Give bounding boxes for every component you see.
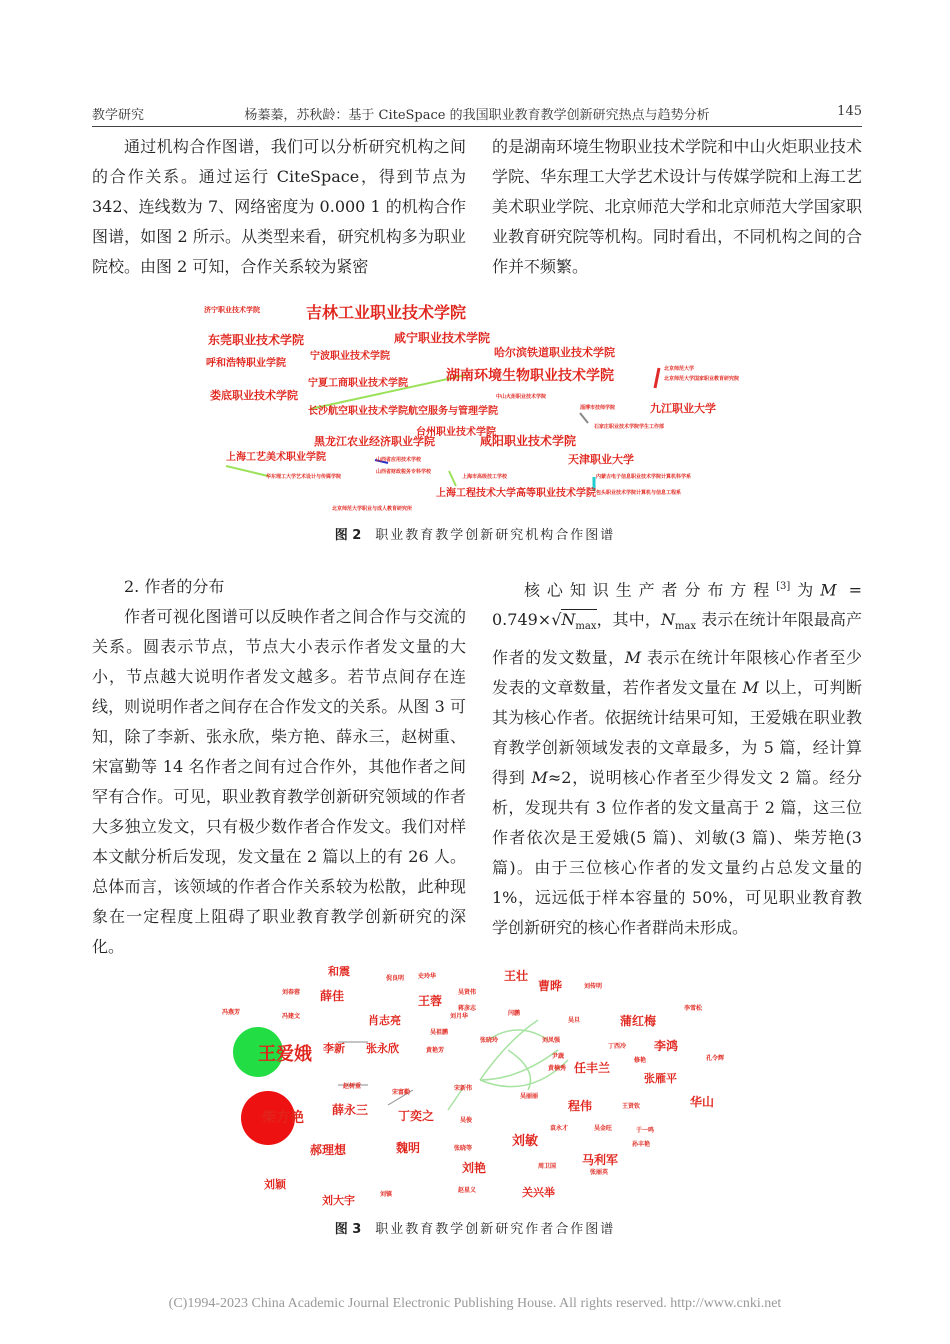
author-label: 魏明 xyxy=(396,1141,421,1155)
institution-label: 北京师范大学国家职业教育研究院 xyxy=(664,376,740,382)
author-label: 肖志亮 xyxy=(368,1014,401,1027)
institution-network-graph xyxy=(196,296,752,514)
author-label: 王蓉 xyxy=(418,994,443,1008)
institution-label: 中山火炬职业技术学院 xyxy=(496,394,547,400)
author-label: 宋富勤 xyxy=(392,1089,411,1096)
author-label: 曹晔 xyxy=(538,979,563,993)
author-label: 冯燕芳 xyxy=(222,1009,241,1016)
author-label: 李鸿 xyxy=(654,1039,679,1053)
text-run: 表示在统计年限核心作者至少发表的文章数量，若作者发文量在 xyxy=(492,647,862,697)
institution-label: 呼和浩特职业学院 xyxy=(206,358,286,369)
paragraph: 的是湖南环境生物职业技术学院和中山火炬职业技术学院、华东理工大学艺术设计与传媒学院和上海工艺美术职业学院、北京师范大学和北京师范大学国家职业教育研究院等机构。同时看出，不同机构之间的合作并不频繁。 xyxy=(492,137,862,276)
author-label: 张晓等 xyxy=(454,1145,473,1152)
section-2-left-column xyxy=(92,572,466,962)
author-label: 张永欣 xyxy=(366,1042,399,1055)
figure-3-title: 职业教育教学创新研究作者合作图谱 xyxy=(375,1222,616,1237)
author-label: 蒲红梅 xyxy=(620,1014,657,1028)
author-label: 王贤钦 xyxy=(622,1103,641,1110)
author-label: 吴贤伟 xyxy=(458,989,477,996)
author-label: 华山 xyxy=(690,1095,715,1109)
institution-label: 长沙航空职业技术学院航空服务与管理学院 xyxy=(308,406,498,417)
author-label: 马利军 xyxy=(582,1153,619,1167)
author-label: 刘敏 xyxy=(512,1134,539,1149)
author-label: 和震 xyxy=(328,965,350,978)
author-label: 刘月华 xyxy=(450,1013,469,1020)
author-label: 李雪松 xyxy=(684,1005,703,1012)
author-label: 闫鹏 xyxy=(508,1010,521,1017)
institution-label: 包头职业技术学院计算机与信息工程系 xyxy=(596,490,682,496)
author-label: 薛永三 xyxy=(332,1103,369,1117)
institution-label: 山西省财政税务专科学校 xyxy=(376,469,432,475)
author-label: 刘传明 xyxy=(584,983,603,990)
author-label: 黄楠秀 xyxy=(548,1065,567,1072)
author-label: 王壮 xyxy=(504,969,529,983)
math-symbol: M xyxy=(820,580,837,600)
author-label: 宋新伟 xyxy=(454,1085,473,1092)
text-run: ，说明核心作者至少得发文 2 篇。经分析，发现共有 3 位作者的发文量高于 2 篇，这三位作者依次是王爱娥(5 篇)、刘敏(3 篇)、柴芳艳(3 篇)。由于三位核心作者的发文量约占总发文量的 1%，远远低于样本容量的 50%，可见职业教育教学创新研究的核心作者群尚未形成。 xyxy=(492,767,862,937)
institution-label: 上海工程技术大学高等职业技术学院 xyxy=(436,488,596,499)
author-label: 史玲华 xyxy=(418,973,437,980)
institution-label: 湖南环境生物职业技术学院 xyxy=(446,368,614,384)
institution-label: 济宁职业技术学院 xyxy=(204,306,260,314)
math-symbol: N xyxy=(660,610,675,630)
institution-label: 上海工艺美术职业学院 xyxy=(226,452,326,463)
edge xyxy=(226,466,268,476)
figure-2-network xyxy=(196,296,752,514)
figure-2-title: 职业教育教学创新研究机构合作图谱 xyxy=(375,528,616,543)
author-label: 孙丰艳 xyxy=(632,1141,651,1148)
institution-label: 上海市高级技工学校 xyxy=(462,474,508,480)
institution-label: 华东理工大学艺术设计与传媒学院 xyxy=(266,474,342,480)
math-symbol: M xyxy=(742,677,759,697)
institution-label: 吉林工业职业技术学院 xyxy=(306,303,467,322)
figure-3-number: 图 3 xyxy=(334,1222,362,1237)
author-label: 蒋彦志 xyxy=(458,1005,477,1012)
author-label: 柴方艳 xyxy=(262,1110,304,1126)
author-label: 吴祖鹏 xyxy=(430,1029,449,1036)
journal-section: 教学研究 xyxy=(92,108,145,123)
author-label: 孔令辉 xyxy=(706,1055,725,1062)
author-label: 刘艳 xyxy=(462,1161,487,1175)
author-label: 张雁平 xyxy=(644,1072,677,1085)
running-header xyxy=(92,104,862,126)
article-running-title: 杨蓁蓁，苏秋龄：基于 CiteSpace 的我国职业教育教学创新研究热点与趋势分析 xyxy=(244,108,710,123)
edge xyxy=(449,471,456,486)
author-label: 程伟 xyxy=(568,1099,593,1113)
author-label: 吴旦 xyxy=(568,1017,581,1024)
author-label: 赵星义 xyxy=(458,1187,477,1194)
text-run: 以上，可判断其为核心作者。依据统计结果可知，王爱娥在职业教育教学创新领域发表的文章最多，为 5 篇，经计算得到 xyxy=(492,677,862,787)
figure-2-caption xyxy=(0,524,950,543)
paragraph: 通过机构合作图谱，我们可以分析研究机构之间的合作关系。通过运行 CiteSpace，得到节点为 342、连线数为 7、网络密度为 0.000 1 的机构合作图谱，如图 2 所示。从类型来看，研究机构多为职业院校。由图 2 可知，合作关系较为紧密 xyxy=(92,137,466,276)
institution-label: 淄博市技师学院 xyxy=(580,405,616,411)
math-symbol: N xyxy=(561,610,576,630)
author-label: 郝理想 xyxy=(310,1143,347,1157)
citation-ref[interactable]: [3] xyxy=(776,581,791,592)
author-label: 刘大宇 xyxy=(322,1194,355,1207)
text-run: 核心知识生产者分布方程 xyxy=(524,580,777,600)
page-number: 145 xyxy=(837,104,862,119)
author-label: 吴俊 xyxy=(460,1117,473,1124)
institution-label: 北京师范大学 xyxy=(664,366,695,372)
author-network-graph xyxy=(218,960,728,1210)
math-subscript: max xyxy=(674,621,697,633)
author-label: 薛佳 xyxy=(320,989,345,1003)
author-label: 倪良明 xyxy=(386,975,405,982)
author-label: 张丽英 xyxy=(590,1169,609,1176)
figure-2-number: 图 2 xyxy=(334,528,362,543)
text-run: 为 xyxy=(790,580,821,600)
author-label: 袁永才 xyxy=(550,1125,569,1132)
paragraph: 核心知识生产者分布方程[3]为$M = 0.749\times√N_{max}$，其中，$N_{max}$ 表示在统计年限最高产作者的发文数量，M 表示在统计年限核心作者至少发表的文章数量，若作者发文量在 M 以上，可判断其为核心作者。依据统计结果可知，王爱娥在职业教育教学创新领域发表的文章最多，为 5 篇，经计算得到 M≈2，说明核心作者至少得发文 2 篇。经分析，发现共有 3 位作者的发文量高于 2 篇，这三位作者依次是王爱娥(5 篇)、刘敏(3 篇)、柴芳艳(3 篇)。由于三位核心作者的发文量约占总发文量的 1%，远远低于样本容量的 50%，可见职业教育教学创新研究的核心作者群尚未形成。 xyxy=(492,580,862,937)
author-label: 关兴举 xyxy=(522,1186,555,1199)
section-2-right-column xyxy=(492,572,862,943)
author-label: 刘凤强 xyxy=(542,1037,561,1044)
institution-label: 内蒙古电子信息职业技术学院计算机科学系 xyxy=(596,474,692,480)
author-label: 任丰兰 xyxy=(574,1061,611,1075)
math-symbol: M xyxy=(531,767,548,787)
figure-3-caption xyxy=(0,1218,950,1237)
institution-label: 石家庄职业技术学院学生工作部 xyxy=(594,424,665,430)
author-label: 吴丽丽 xyxy=(520,1093,539,1100)
author-label: 王爱娥 xyxy=(258,1044,312,1065)
institution-label: 宁波职业技术学院 xyxy=(310,351,390,362)
institution-label: 台州职业技术学院 xyxy=(416,427,496,438)
author-label: 吴金旺 xyxy=(594,1125,613,1132)
math-symbol: M xyxy=(624,647,642,667)
institution-label: 咸宁职业技术学院 xyxy=(394,331,491,345)
edge xyxy=(655,368,659,388)
institution-label: 北京师范大学职业与成人教育研究所 xyxy=(332,506,413,512)
author-label: 冯建文 xyxy=(282,1013,301,1020)
paragraph: 作者可视化图谱可以反映作者之间合作与交流的关系。圆表示节点，节点大小表示作者发文量的大小，节点越大说明作者发文越多。若节点间存在连线，则说明作者之间存在合作发文的关系。从图 3 可知，除了李新、张永欣，柴方艳、薛永三，赵树重、宋富勤等 14 名作者之间有过合作外，其他作者之间罕有合作。可见，职业教育教学创新研究领域的作者大多独立发文，只有极少数作者合作发文。我们对样本文献分析后发现，发文量在 2 篇以上的有 26 人。总体而言，该领域的作者合作关系较为松散，此种现象在一定程度上阻碍了职业教育教学创新研究的深化。 xyxy=(92,607,466,956)
author-label: 于一鸣 xyxy=(636,1127,655,1134)
author-label: 刘颖 xyxy=(264,1178,286,1191)
institution-label: 东莞职业技术学院 xyxy=(208,333,305,347)
institution-label: 咸阳职业技术学院 xyxy=(480,434,577,448)
top-left-column xyxy=(92,132,466,282)
author-label: 刘春蓉 xyxy=(282,989,301,996)
author-label: 赵树重 xyxy=(343,1083,362,1090)
author-label: 修艳 xyxy=(634,1057,647,1064)
institution-label: 九江职业大学 xyxy=(650,402,716,415)
section-2-heading: 2. 作者的分布 xyxy=(124,577,225,596)
header-rule xyxy=(92,126,862,127)
author-label: 丁奕之 xyxy=(398,1109,435,1123)
math-subscript: max xyxy=(575,621,597,633)
institution-label: 娄底职业技术学院 xyxy=(210,389,298,402)
text-run: ≈2 xyxy=(547,767,572,787)
institution-label: 天津职业大学 xyxy=(568,453,634,466)
institution-label: 宁夏工商职业技术学院 xyxy=(308,378,408,389)
author-label: 周卫国 xyxy=(538,1163,557,1170)
copyright-footer: (C)1994-2023 China Academic Journal Electronic Publishing House. All rights reserved. http://www.cnki.net xyxy=(168,1296,782,1311)
text-run: 表示在统计年限最高产作者的发文数量， xyxy=(492,610,862,667)
author-label: 黄艳芳 xyxy=(426,1047,445,1054)
author-label: 尹蔬 xyxy=(552,1053,565,1060)
author-label: 刘镇 xyxy=(380,1191,393,1198)
equation-part: = 0.749× xyxy=(492,580,862,630)
author-label: 张晓玲 xyxy=(480,1037,499,1044)
institution-label: 山西省应用技术学校 xyxy=(376,457,422,463)
figure-3-network xyxy=(218,960,728,1210)
top-right-column xyxy=(492,132,862,282)
institution-label: 黑龙江农业经济职业学院 xyxy=(314,435,435,448)
author-label: 李新 xyxy=(323,1042,345,1055)
edge xyxy=(580,413,588,423)
institution-label: 哈尔滨铁道职业技术学院 xyxy=(494,346,615,359)
author-label: 丁西冷 xyxy=(608,1043,627,1050)
text-run: ，其中， xyxy=(596,610,661,630)
